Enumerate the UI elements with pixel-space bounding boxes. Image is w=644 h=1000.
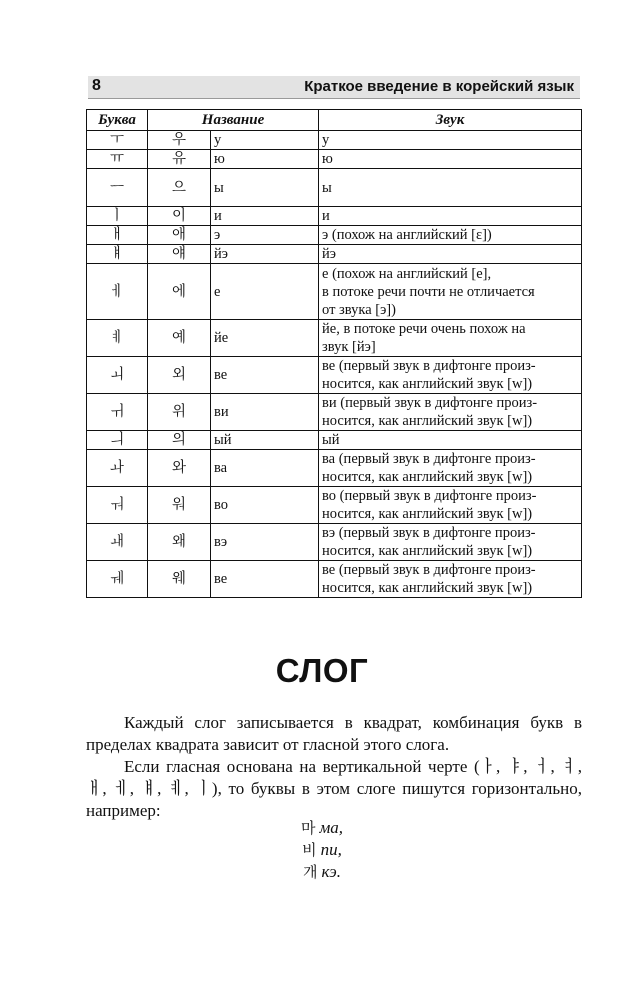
- cell-name: 에: [148, 264, 211, 320]
- cell-name: 의: [148, 431, 211, 450]
- cell-name: 왜: [148, 524, 211, 561]
- cell-sound: ва (первый звук в дифтонге произ- носится, как английский звук [w]): [319, 450, 582, 487]
- table-row: [87, 131, 582, 150]
- cell-translit: ва: [211, 450, 319, 487]
- cell-letter: ㅢ: [87, 431, 148, 450]
- example-item: [0, 839, 644, 861]
- example-korean: 개: [303, 863, 318, 881]
- cell-letter: ㅔ: [87, 264, 148, 320]
- cell-translit: ый: [211, 431, 319, 450]
- table-row: [87, 207, 582, 226]
- cell-translit: ве: [211, 561, 319, 598]
- cell-letter: ㅙ: [87, 524, 148, 561]
- cell-name: 외: [148, 357, 211, 394]
- paragraph: Каждый слог записывается в квадрат, комбинация букв в пределах квадрата зависит от гласной этого слога.: [86, 713, 582, 754]
- cell-sound: и: [319, 207, 582, 226]
- cell-letter: ㅠ: [87, 150, 148, 169]
- cell-translit: е: [211, 264, 319, 320]
- cell-name: 위: [148, 394, 211, 431]
- cell-name: 유: [148, 150, 211, 169]
- cell-sound: ы: [319, 169, 582, 207]
- cell-translit: йэ: [211, 245, 319, 264]
- cell-letter: ㅘ: [87, 450, 148, 487]
- table-row: [87, 561, 582, 598]
- column-header-name: Название: [148, 110, 319, 131]
- example-translit: пи,: [320, 840, 342, 859]
- table-row: [87, 226, 582, 245]
- cell-name: 예: [148, 320, 211, 357]
- example-item: [0, 817, 644, 839]
- cell-letter: ㅡ: [87, 169, 148, 207]
- cell-letter: ㅚ: [87, 357, 148, 394]
- table-row: [87, 169, 582, 207]
- example-korean: 마: [300, 819, 316, 837]
- cell-translit: э: [211, 226, 319, 245]
- table-row: [87, 450, 582, 487]
- table-row: [87, 357, 582, 394]
- cell-sound: йе, в потоке речи очень похож на звук [йэ]: [319, 320, 582, 357]
- example-korean: 비: [302, 841, 317, 859]
- cell-translit: во: [211, 487, 319, 524]
- cell-letter: ㅜ: [87, 131, 148, 150]
- cell-sound: ве (первый звук в дифтонге произ- носится, как английский звук [w]): [319, 357, 582, 394]
- example-item: [0, 861, 644, 883]
- cell-letter: ㅒ: [87, 245, 148, 264]
- cell-sound: ю: [319, 150, 582, 169]
- cell-translit: у: [211, 131, 319, 150]
- cell-letter: ㅐ: [87, 226, 148, 245]
- table-row: [87, 394, 582, 431]
- cell-translit: ы: [211, 169, 319, 207]
- cell-translit: ве: [211, 357, 319, 394]
- cell-sound: во (первый звук в дифтонге произ- носится, как английский звук [w]): [319, 487, 582, 524]
- cell-letter: ㅞ: [87, 561, 148, 598]
- running-title: Краткое введение в корейский язык: [304, 78, 574, 95]
- cell-sound: ви (первый звук в дифтонге произ- носится, как английский звук [w]): [319, 394, 582, 431]
- cell-name: 이: [148, 207, 211, 226]
- cell-name: 우: [148, 131, 211, 150]
- cell-name: 애: [148, 226, 211, 245]
- table-row: [87, 431, 582, 450]
- table-row: [87, 487, 582, 524]
- section-heading: СЛОГ: [275, 652, 369, 689]
- cell-translit: вэ: [211, 524, 319, 561]
- cell-sound: ый: [319, 431, 582, 450]
- example-list: [0, 817, 644, 883]
- example-translit: кэ.: [321, 862, 341, 881]
- example-translit: ма,: [319, 818, 344, 837]
- cell-sound: йэ: [319, 245, 582, 264]
- table-header-row: [87, 110, 582, 131]
- cell-sound: е (похож на английский [e], в потоке речи почти не отличается от звука [э]): [319, 264, 582, 320]
- column-header-sound: Звук: [319, 110, 582, 131]
- cell-name: 워: [148, 487, 211, 524]
- cell-letter: ㅖ: [87, 320, 148, 357]
- vowel-table: [86, 109, 582, 598]
- cell-sound: вэ (первый звук в дифтонге произ- носится, как английский звук [w]): [319, 524, 582, 561]
- running-header: [88, 76, 580, 99]
- cell-translit: и: [211, 207, 319, 226]
- table-row: [87, 264, 582, 320]
- cell-name: 웨: [148, 561, 211, 598]
- cell-sound: ве (первый звук в дифтонге произ- носится, как английский звук [w]): [319, 561, 582, 598]
- cell-name: 얘: [148, 245, 211, 264]
- table-row: [87, 150, 582, 169]
- paragraph: Если гласная основана на вертикальной черте (ㅏ, ㅑ, ㅓ, ㅕ, ㅐ, ㅔ, ㅒ, ㅖ, ㅣ), то буквы в этом слоге пишутся горизонтально, например:: [86, 757, 582, 820]
- cell-sound: э (похож на английский [ɛ]): [319, 226, 582, 245]
- cell-letter: ㅣ: [87, 207, 148, 226]
- cell-translit: ви: [211, 394, 319, 431]
- table-row: [87, 320, 582, 357]
- table-row: [87, 524, 582, 561]
- page-number: 8: [92, 77, 101, 94]
- cell-letter: ㅝ: [87, 487, 148, 524]
- cell-name: 와: [148, 450, 211, 487]
- column-header-letter: Буква: [87, 110, 148, 131]
- cell-sound: у: [319, 131, 582, 150]
- cell-translit: ю: [211, 150, 319, 169]
- cell-letter: ㅟ: [87, 394, 148, 431]
- cell-name: 으: [148, 169, 211, 207]
- cell-translit: йе: [211, 320, 319, 357]
- body-text: [86, 712, 582, 822]
- table-row: [87, 245, 582, 264]
